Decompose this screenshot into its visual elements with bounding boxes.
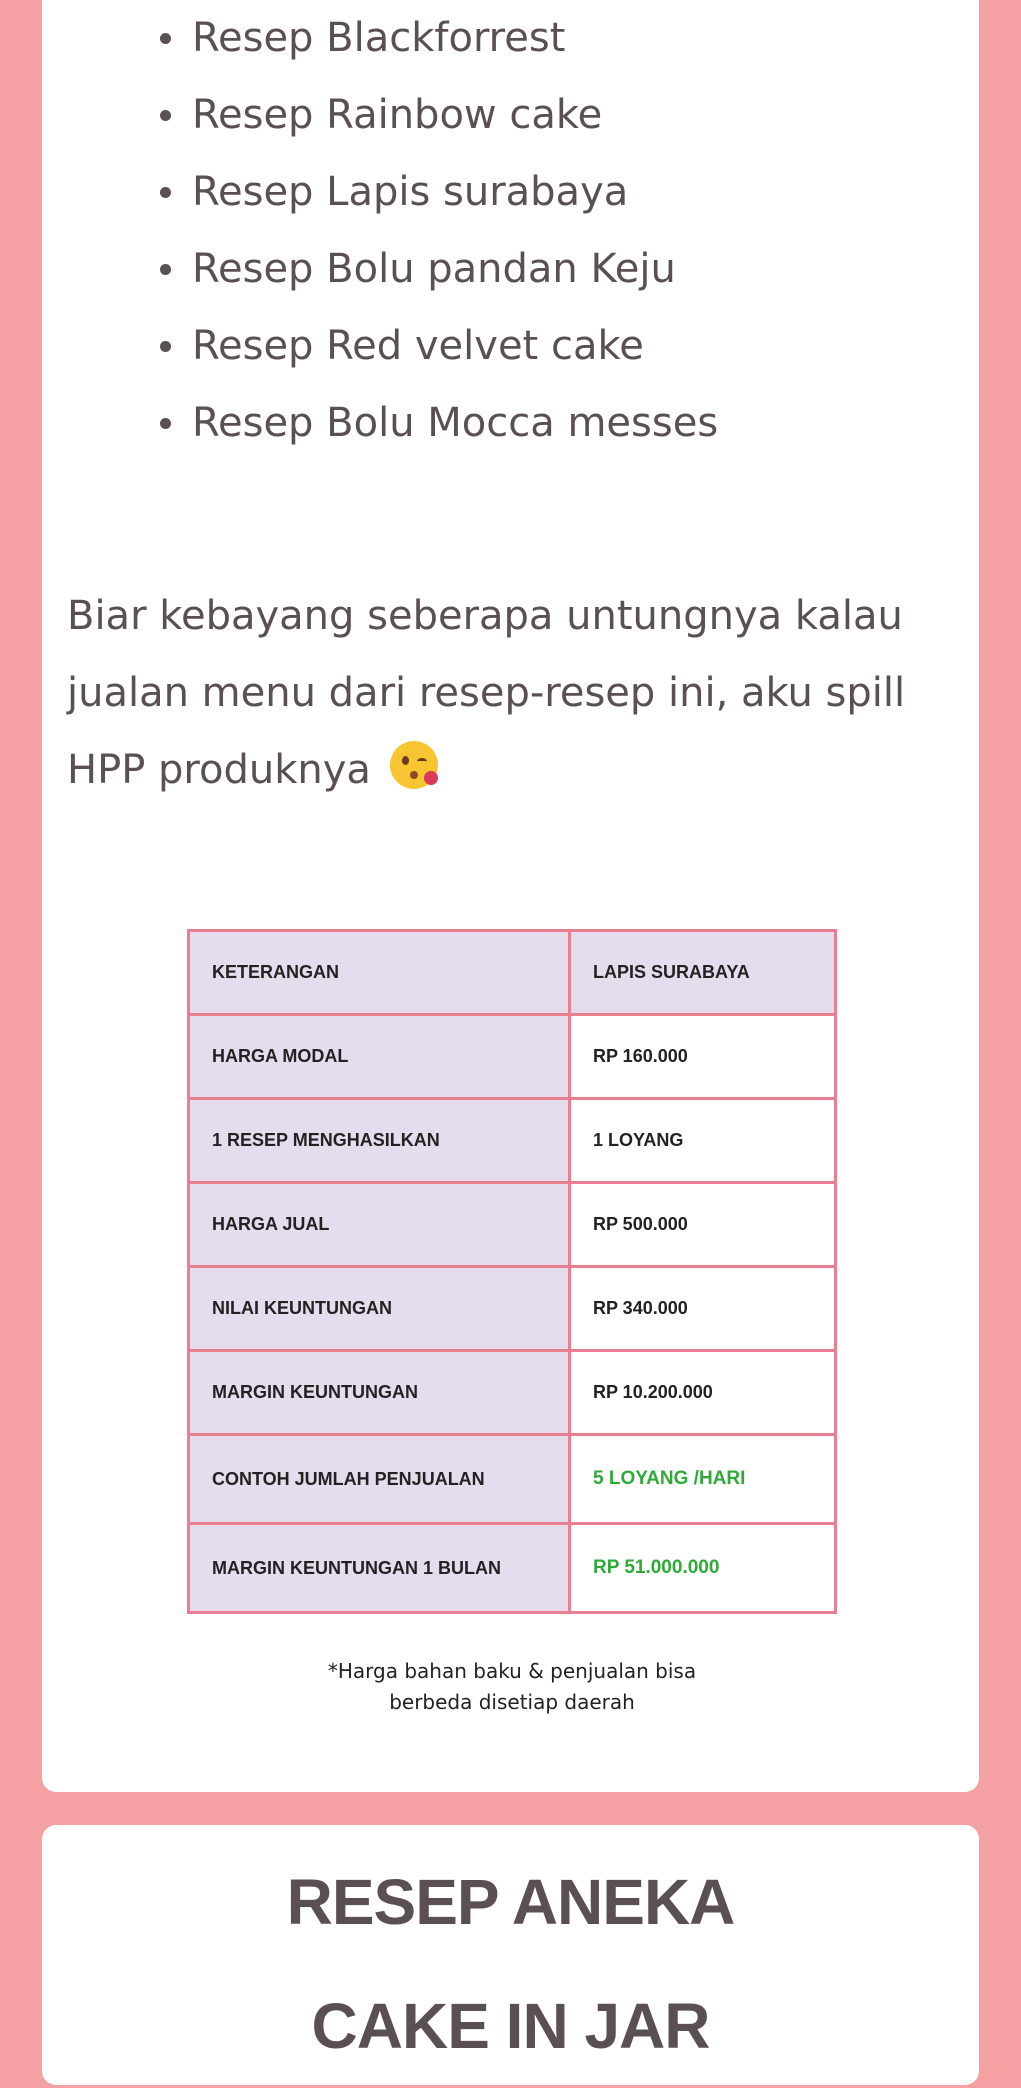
table-header-row <box>189 931 836 1015</box>
recipe-name: Resep Lapis surabaya <box>192 169 629 215</box>
recipe-name: Resep Bolu pandan Keju <box>192 246 676 292</box>
table-row <box>189 1183 836 1267</box>
table-row <box>189 1351 836 1435</box>
bullet-icon <box>160 110 171 121</box>
row-value: RP 10.200.000 <box>570 1351 836 1435</box>
recipe-list <box>148 0 718 462</box>
intro-paragraph <box>67 578 947 809</box>
row-value: 1 LOYANG <box>570 1099 836 1183</box>
row-label: HARGA MODAL <box>189 1015 570 1099</box>
table-header-label: KETERANGAN <box>189 931 570 1015</box>
row-label: CONTOH JUMLAH PENJUALAN <box>189 1435 570 1524</box>
recipe-name: Resep Blackforrest <box>192 15 566 61</box>
list-item <box>148 0 718 77</box>
section-title-line: RESEP ANEKA <box>286 1866 735 1938</box>
section-title-line: CAKE IN JAR <box>311 1990 710 2062</box>
list-item <box>148 308 718 385</box>
intro-text: Biar kebayang seberapa untungnya kalau jualan menu dari resep-resep ini, aku spill HPP produknya <box>67 593 906 793</box>
row-label: MARGIN KEUNTUNGAN 1 BULAN <box>189 1524 570 1613</box>
list-item <box>148 154 718 231</box>
bullet-icon <box>160 418 171 429</box>
row-value: RP 160.000 <box>570 1015 836 1099</box>
recipe-name: Resep Red velvet cake <box>192 323 644 369</box>
row-value-highlight: RP 51.000.000 <box>570 1524 836 1613</box>
list-item <box>148 231 718 308</box>
recipe-name: Resep Rainbow cake <box>192 92 603 138</box>
note-line: berbeda disetiap daerah <box>389 1690 635 1714</box>
winking-kiss-emoji-icon <box>390 741 438 789</box>
bullet-icon <box>160 341 171 352</box>
note-line: *Harga bahan baku & penjualan bisa <box>327 1659 697 1683</box>
list-item <box>148 385 718 462</box>
table-row <box>189 1435 836 1524</box>
row-value: RP 340.000 <box>570 1267 836 1351</box>
row-value-highlight: 5 LOYANG /HARI <box>570 1435 836 1524</box>
table-row <box>189 1524 836 1613</box>
recipe-name: Resep Bolu Mocca messes <box>192 400 719 446</box>
row-value: RP 500.000 <box>570 1183 836 1267</box>
table-row <box>189 1099 836 1183</box>
table-row <box>189 1015 836 1099</box>
section-title <box>42 1840 979 2088</box>
table-header-value: LAPIS SURABAYA <box>570 931 836 1015</box>
price-note <box>187 1656 837 1718</box>
table-row <box>189 1267 836 1351</box>
bullet-icon <box>160 187 171 198</box>
list-item <box>148 77 718 154</box>
row-label: HARGA JUAL <box>189 1183 570 1267</box>
bullet-icon <box>160 33 171 44</box>
row-label: MARGIN KEUNTUNGAN <box>189 1351 570 1435</box>
bullet-icon <box>160 264 171 275</box>
hpp-table <box>187 929 837 1614</box>
row-label: NILAI KEUNTUNGAN <box>189 1267 570 1351</box>
row-label: 1 RESEP MENGHASILKAN <box>189 1099 570 1183</box>
